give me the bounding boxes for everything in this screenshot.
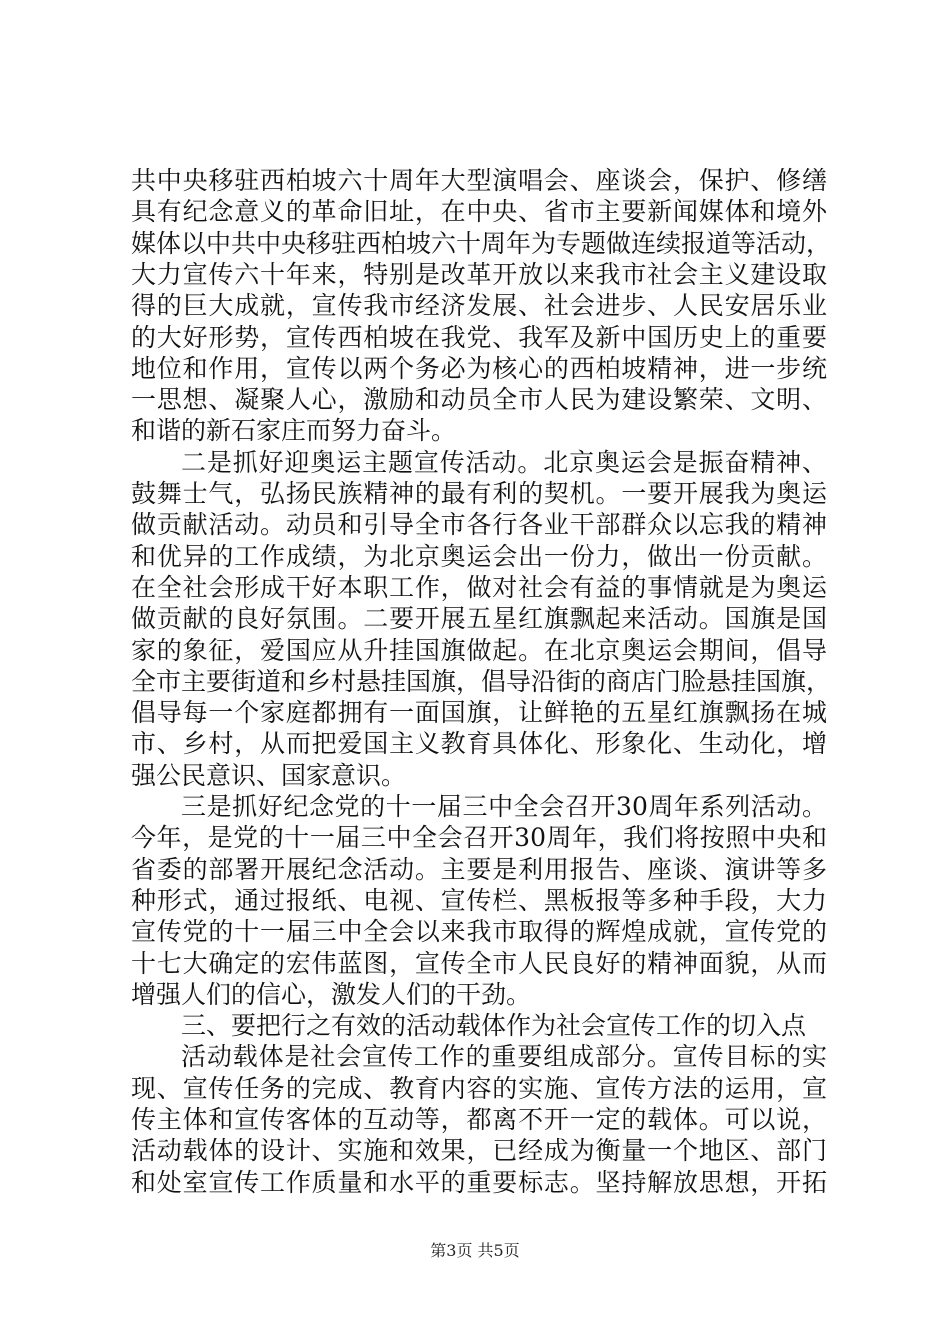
- paragraph-start-line: 活动载体是社会宣传工作的重要组成部分。宣传目标的实: [181, 1042, 827, 1072]
- text-line: 和谐的新石家庄而努力奋斗。: [131, 416, 457, 446]
- text-line: 市、乡村，从而把爱国主义教育具体化、形象化、生动化，增: [131, 729, 827, 759]
- text-line: 强公民意识、国家意识。: [131, 760, 407, 790]
- text-line: 做贡献活动。动员和引导全市各行各业干部群众以忘我的精神: [131, 510, 827, 540]
- section-heading: 三、要把行之有效的活动载体作为社会宣传工作的切入点: [181, 1011, 807, 1041]
- text-line: 种形式，通过报纸、电视、宣传栏、黑板报等多种手段，大力: [131, 885, 827, 915]
- text-line: 做贡献的良好氛围。二要开展五星红旗飘起来活动。国旗是国: [131, 604, 827, 634]
- text-line: 家的象征，爱国应从升挂国旗做起。在北京奥运会期间，倡导: [131, 635, 827, 665]
- text-line: 和处室宣传工作质量和水平的重要标志。坚持解放思想，开拓: [131, 1167, 827, 1197]
- text-line: 省委的部署开展纪念活动。主要是利用报告、座谈、演讲等多: [131, 854, 827, 884]
- text-line: 大力宣传六十年来，特别是改革开放以来我市社会主义建设取: [131, 259, 827, 289]
- text-line: 在全社会形成干好本职工作，做对社会有益的事情就是为奥运: [131, 572, 827, 602]
- text-line: 共中央移驻西柏坡六十周年大型演唱会、座谈会，保护、修缮: [131, 166, 827, 195]
- page-number-footer: 第3页 共5页: [430, 1241, 520, 1260]
- text-line: 今年，是党的十一届三中全会召开30周年，我们将按照中央和: [131, 823, 827, 853]
- text-line: 媒体以中共中央移驻西柏坡六十周年为专题做连续报道等活动，: [131, 228, 832, 258]
- text-line: 传主体和宣传客体的互动等，都离不开一定的载体。可以说，: [131, 1105, 827, 1134]
- text-line: 活动载体的设计、实施和效果，已经成为衡量一个地区、部门: [131, 1136, 827, 1166]
- text-line: 和优异的工作成绩，为北京奥运会出一份力，做出一份贡献。: [131, 541, 827, 571]
- text-line: 宣传党的十一届三中全会以来我市取得的辉煌成就，宣传党的: [131, 917, 827, 947]
- text-line: 倡导每一个家庭都拥有一面国旗，让鲜艳的五星红旗飘扬在城: [131, 698, 827, 728]
- paragraph-start-line: 三是抓好纪念党的十一届三中全会召开30周年系列活动。: [181, 792, 827, 821]
- paragraph-start-line: 二是抓好迎奥运主题宣传活动。北京奥运会是振奋精神、: [181, 447, 827, 477]
- text-line: 全市主要街道和乡村悬挂国旗，倡导沿街的商店门脸悬挂国旗，: [131, 666, 832, 696]
- text-line: 一思想、凝聚人心，激励和动员全市人民为建设繁荣、文明、: [131, 385, 827, 415]
- text-line: 鼓舞士气，弘扬民族精神的最有利的契机。一要开展我为奥运: [131, 479, 827, 508]
- text-line: 具有纪念意义的革命旧址，在中央、省市主要新闻媒体和境外: [131, 197, 827, 227]
- text-line: 增强人们的信心，激发人们的干劲。: [131, 979, 532, 1009]
- text-line: 地位和作用，宣传以两个务必为核心的西柏坡精神，进一步统: [131, 353, 827, 383]
- text-line: 现、宣传任务的完成、教育内容的实施、宣传方法的运用，宣: [131, 1073, 827, 1103]
- text-line: 的大好形势，宣传西柏坡在我党、我军及新中国历史上的重要: [131, 322, 827, 352]
- text-line: 十七大确定的宏伟蓝图，宣传全市人民良好的精神面貌，从而: [131, 948, 827, 978]
- text-line: 得的巨大成就，宣传我市经济发展、社会进步、人民安居乐业: [131, 291, 827, 321]
